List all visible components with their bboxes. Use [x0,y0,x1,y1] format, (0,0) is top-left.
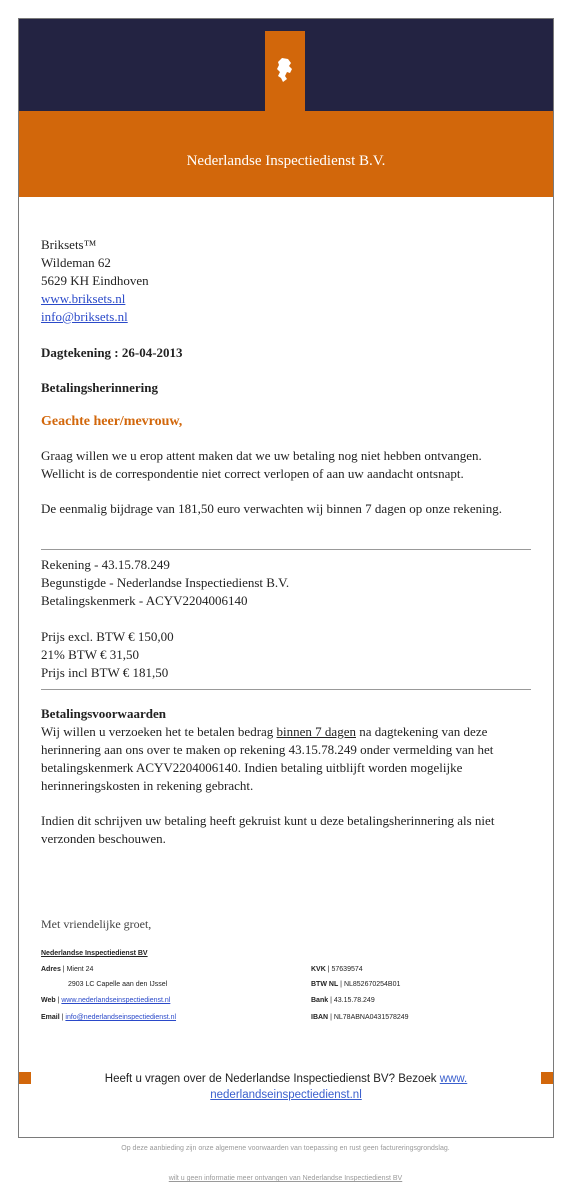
footer-line-2 [19,1087,553,1103]
address-name: Briksets™ [41,237,97,252]
payment-reference: Betalingskenmerk - ACYV2204006140 [41,593,248,608]
price-incl: Prijs incl BTW € 181,50 [41,665,169,680]
terms-title: Betalingsvoorwaarden [41,706,166,721]
value: Mient 24 [66,966,94,973]
signature-bank: Bank | 43.15.78.249 [311,997,375,1004]
divider [41,549,531,550]
terms-deadline: binnen 7 dagen [276,724,356,739]
paragraph-3-line-1: Indien dit schrijven uw betaling heeft gekruist kunt u deze betalingsherinnering als niet [41,813,495,828]
price-vat: 21% BTW € 31,50 [41,647,139,662]
paragraph-1-line-2: Wellicht is de correspondentie niet correct verlopen of aan uw aandacht ontsnapt. [41,466,464,481]
payment-beneficiary: Begunstigde - Nederlandse Inspectiedienst B.V. [41,575,290,590]
label: Bank [311,997,329,1004]
label: KVK [311,966,326,973]
website-link[interactable]: www.briksets.nl [41,291,126,306]
email-frame [18,18,554,1138]
price-excl: Prijs excl. BTW € 150,00 [41,629,174,644]
unsubscribe-link[interactable]: wilt u geen informatie meer ontvangen van Nederlandse Inspectiedienst BV [168,1175,403,1182]
value: NL852670254B01 [343,981,401,988]
header-banner [19,111,553,197]
company-title: Nederlandse Inspectiedienst B.V. [186,153,386,169]
terms-notice: Op deze aanbieding zijn onze algemene voorwaarden van toepassing en rust geen factureringsgrondslag. [121,1145,450,1152]
footer-link[interactable]: www. [439,1073,468,1085]
value: 57639574 [331,966,363,973]
value: NL78ABNA0431578249 [333,1014,409,1021]
label: Adres [41,966,61,973]
terms-line-1 [41,723,531,741]
terms-text: Wij willen u verzoeken het te betalen bedrag [41,724,277,739]
signature-city: 2903 LC Capelle aan den IJssel [68,981,168,988]
payment-account: Rekening - 43.15.78.249 [41,557,170,572]
paragraph-2: De eenmalig bijdrage van 181,50 euro verwachten wij binnen 7 dagen op onze rekening. [41,501,502,516]
label: IBAN [311,1014,329,1021]
footer-link[interactable]: nederlandseinspectiedienst.nl [210,1089,362,1101]
divider [41,689,531,690]
signature-iban: IBAN | NL78ABNA0431578249 [311,1014,409,1021]
closing: Met vriendelijke groet, [41,917,152,931]
label: Web [41,997,56,1004]
terms-line-2: herinnering aan ons over te maken op rekening 43.15.78.249 onder vermelding van het [41,742,494,757]
signature-btw: BTW NL | NL852670254B01 [311,981,401,988]
subject: Betalingsherinnering [41,380,159,395]
signature-kvk: KVK | 57639574 [311,966,363,973]
footer-text: Heeft u vragen over de Nederlandse Inspectiedienst BV? Bezoek [104,1073,440,1085]
paragraph-3-line-2: verzonden beschouwen. [41,831,166,846]
terms-line-3: betalingskenmerk ACYV2204006140. Indien betaling uitblijft worden mogelijke [41,760,463,775]
terms-text: na dagtekening van deze [355,724,488,739]
signature-web-link[interactable]: www.nederlandseinspectiedienst.nl [61,997,171,1004]
logo [265,31,305,111]
label: Email [41,1014,60,1021]
paragraph-1-line-1: Graag willen we u erop attent maken dat we uw betaling nog niet hebben ontvangen. [41,448,482,463]
greeting: Geachte heer/mevrouw, [41,414,183,429]
signature-company: Nederlandse Inspectiedienst BV [41,950,148,957]
signature-email: Email | info@nederlandseinspectiedienst.nl [41,1014,177,1021]
label: BTW NL [311,981,339,988]
signature-email-link[interactable]: info@nederlandseinspectiedienst.nl [65,1014,177,1021]
signature-address: Adres | Mient 24 [41,966,94,973]
value: 43.15.78.249 [333,997,375,1004]
email-link[interactable]: info@briksets.nl [41,309,128,324]
terms-line-4: herinneringskosten in rekening gebracht. [41,778,254,793]
date-line: Dagtekening : 26-04-2013 [41,345,183,360]
address-city: 5629 KH Eindhoven [41,273,149,288]
signature-web: Web | www.nederlandseinspectiedienst.nl [41,997,171,1004]
footer-line-1 [19,1071,553,1087]
netherlands-map-icon [274,57,296,83]
address-street: Wildeman 62 [41,255,111,270]
